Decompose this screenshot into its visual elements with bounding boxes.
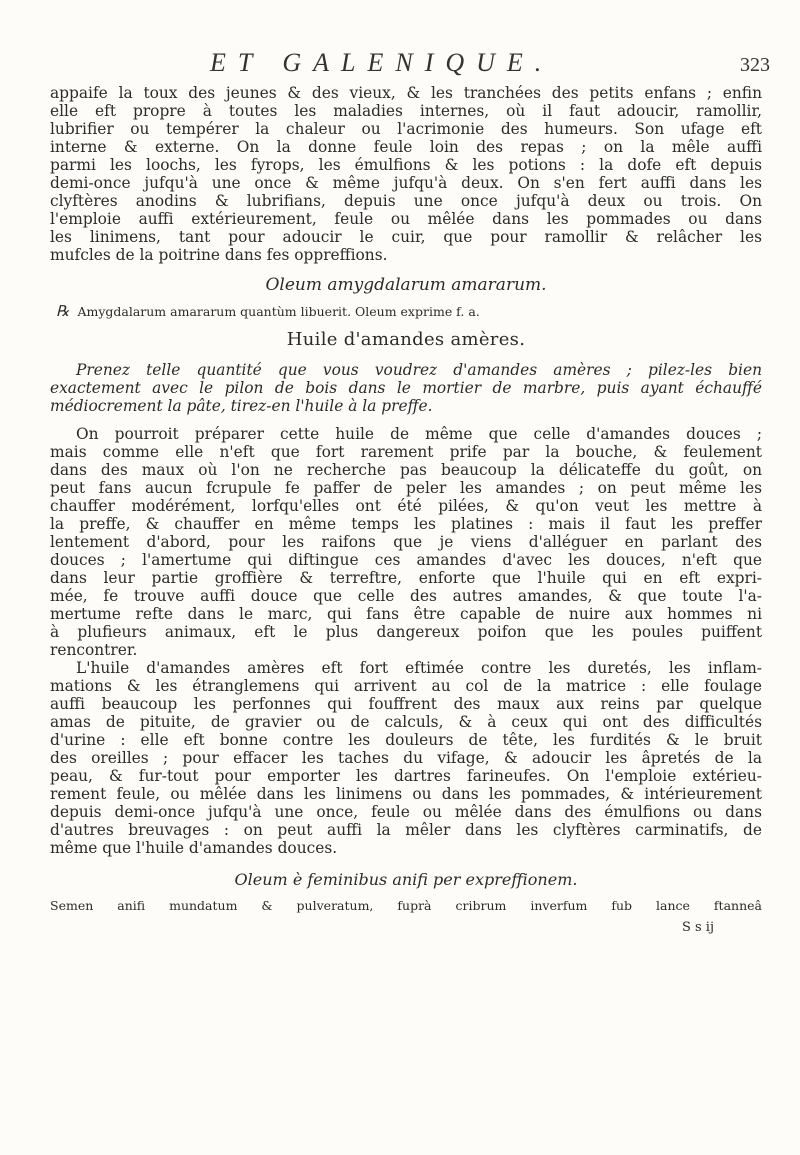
text-line: d'urine : elle eft bonne contre les douleurs de tête, les furdités & le bruit bbox=[50, 731, 762, 749]
text-line: amas de pituite, de gravier ou de calculs, & à ceux qui ont des difficultés bbox=[50, 713, 762, 731]
signature-mark: S s ij bbox=[681, 920, 714, 935]
text-line: mufcles de la poitrine dans fes oppreffions. bbox=[50, 246, 388, 264]
text-line: mertume refte dans le marc, qui fans être capable de nuire aux hommes ni bbox=[50, 605, 762, 623]
text-line: mations & les étranglemens qui arrivent au col de la matrice : elle foulage bbox=[50, 677, 762, 695]
recipe-line bbox=[56, 302, 762, 321]
text-line: depuis demi-once jufqu'à une once, feule ou mêlée dans des émulfions ou dans bbox=[50, 803, 762, 821]
text-line: exactement avec le pilon de bois dans le mortier de marbre, puis ayant échauffé bbox=[50, 379, 762, 397]
page-number: 323 bbox=[740, 54, 770, 76]
text-line: appaife la toux des jeunes & des vieux, & les tranchées des petits enfans ; enfin bbox=[50, 84, 762, 102]
text-line: auffi beaucoup les perfonnes qui fouffrent des maux aux reins par quelque bbox=[50, 695, 762, 713]
text-line: L'huile d'amandes amères eft fort eftimée contre les duretés, les inflam- bbox=[76, 659, 762, 677]
text-line: l'emploie auffi extérieurement, feule ou mêlée dans les pommades ou dans bbox=[50, 210, 762, 228]
page-header bbox=[210, 48, 770, 80]
recipe-symbol: ℞ bbox=[56, 302, 70, 320]
paragraph-uses bbox=[50, 84, 762, 264]
text-line: médiocrement la pâte, tirez-en l'huile à la preffe. bbox=[50, 397, 433, 415]
paragraph-virtues bbox=[50, 659, 762, 857]
text-line: à plufieurs animaux, eft le plus dangereux poifon que les poules puiffent bbox=[50, 623, 762, 641]
text-line: chauffer modérément, lorfqu'elles ont été pilées, & qu'on veut les mettre à bbox=[50, 497, 762, 515]
text-line: On pourroit préparer cette huile de même que celle d'amandes douces ; bbox=[76, 425, 762, 443]
footer-latin-title: Oleum è feminibus anifi per expreffionem. bbox=[234, 870, 578, 889]
text-line: demi-once jufqu'à une once & même jufqu'à deux. On s'en fert auffi dans les bbox=[50, 174, 762, 192]
text-line: elle eft propre à toutes les maladies internes, où il faut adoucir, ramollir, bbox=[50, 102, 762, 120]
paragraph-method bbox=[50, 425, 762, 659]
footer-recipe-line: Semen anifi mundatum & pulveratum, fuprà cribrum inverfum fub lance ftanneâ bbox=[50, 898, 762, 913]
running-head: ET GALENIQUE. bbox=[210, 48, 554, 77]
text-line: peau, & fur-tout pour emporter les dartres farineufes. On l'emploie extérieu- bbox=[50, 767, 762, 785]
text-line: rement feule, ou mêlée dans les linimens ou dans les pommades, & intérieurement bbox=[50, 785, 762, 803]
text-line: rencontrer. bbox=[50, 641, 138, 659]
paragraph-preparation bbox=[50, 361, 762, 415]
text-line: même que l'huile d'amandes douces. bbox=[50, 839, 338, 857]
text-line: les linimens, tant pour adoucir le cuir, que pour ramollir & relâcher les bbox=[50, 228, 762, 246]
text-line: la preffe, & chauffer en même temps les platines : mais il faut les preffer bbox=[50, 515, 762, 533]
text-line: lentement d'abord, pour les raifons que je viens d'alléguer en parlant des bbox=[50, 533, 762, 551]
french-title: Huile d'amandes amères. bbox=[286, 329, 526, 350]
paragraph-gap bbox=[50, 415, 762, 425]
text-line: dans leur partie groffière & terreftre, enforte que l'huile qui en eft expri- bbox=[50, 569, 762, 587]
text-line: d'autres breuvages : on peut auffi la mêler dans les clyftères carminatifs, de bbox=[50, 821, 762, 839]
text-line: des oreilles ; pour effacer les taches du vifage, & adoucir les âpretés de la bbox=[50, 749, 762, 767]
text-line: parmi les loochs, les fyrops, les émulfions & les potions : la dofe eft depuis bbox=[50, 156, 762, 174]
text-line: peut fans aucun fcrupule fe paffer de peler les amandes ; on peut même les bbox=[50, 479, 762, 497]
text-line: lubrifier ou tempérer la chaleur ou l'acrimonie des humeurs. Son ufage eft bbox=[50, 120, 762, 138]
body-text bbox=[50, 84, 762, 937]
text-line: Prenez telle quantité que vous voudrez d'amandes amères ; pilez-les bien bbox=[76, 361, 762, 379]
recipe-text: Amygdalarum amararum quantùm libuerit. Oleum exprime f. a. bbox=[77, 304, 480, 319]
text-line: dans des maux où l'on ne recherche pas beaucoup la délicateffe du goût, on bbox=[50, 461, 762, 479]
text-line: mais comme elle n'eft que fort rarement prife par la bouche, & feulement bbox=[50, 443, 762, 461]
latin-title: Oleum amygdalarum amararum. bbox=[265, 275, 547, 295]
text-line: interne & externe. On la donne feule loin des repas ; on la mêle auffi bbox=[50, 138, 762, 156]
text-line: clyftères anodins & lubrifians, depuis une once jufqu'à deux ou trois. On bbox=[50, 192, 762, 210]
text-line: mée, fe trouve auffi douce que celle des autres amandes, & que toute l'a- bbox=[50, 587, 762, 605]
text-line: douces ; l'amertume qui diftingue ces amandes d'avec les douces, n'eft que bbox=[50, 551, 762, 569]
